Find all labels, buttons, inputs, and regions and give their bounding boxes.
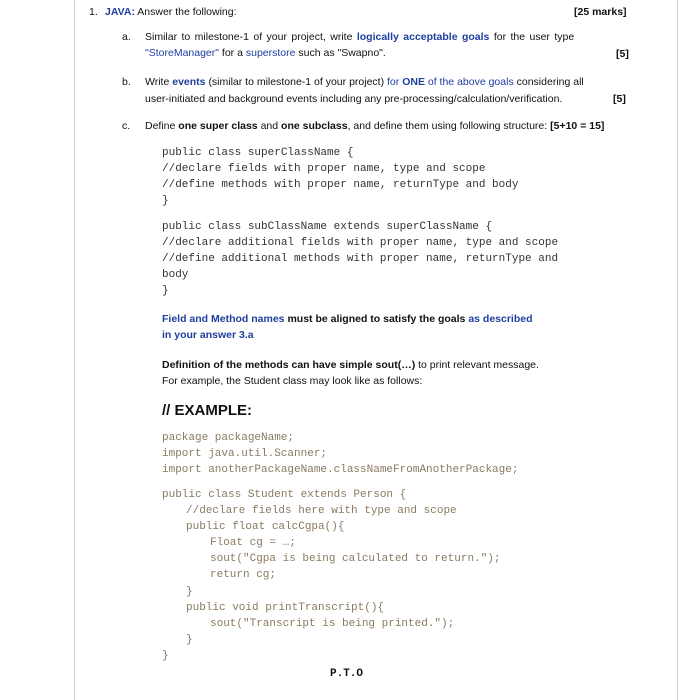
code4-line8: public void printTranscript(){ bbox=[186, 602, 385, 614]
code2-line1: public class subClassName extends superClassName { bbox=[162, 221, 493, 233]
code4-line9: sout("Transcript is being printed."); bbox=[210, 618, 455, 630]
b-for: for bbox=[387, 76, 400, 88]
example-heading: // EXAMPLE: bbox=[162, 402, 253, 419]
code4-line2: //declare fields here with type and scope bbox=[186, 505, 457, 517]
page-turn-over: P.T.O bbox=[330, 668, 364, 680]
item-a-marks: [5] bbox=[616, 48, 629, 60]
code4-line6: return cg; bbox=[210, 569, 277, 581]
question-title bbox=[105, 6, 237, 18]
code1-line4: } bbox=[162, 195, 169, 207]
code2-line3: //define additional methods with proper name, returnType and bbox=[162, 253, 559, 265]
c-text-3: , and define them using following structure: bbox=[347, 120, 548, 132]
item-b-marker: b. bbox=[122, 76, 131, 88]
item-c-line1 bbox=[145, 120, 604, 132]
a-text-2: for the user type bbox=[493, 31, 575, 43]
note2-bold: Definition of the methods can have simple sout(…) bbox=[162, 359, 416, 371]
question-marks: [25 marks] bbox=[574, 6, 627, 18]
c-marks: [5+10 = 15] bbox=[550, 120, 605, 132]
code4-line3: public float calcCgpa(){ bbox=[186, 521, 345, 533]
a-text-3: for a bbox=[221, 47, 243, 59]
b-text-1: Write bbox=[145, 76, 170, 88]
code4-line7: } bbox=[186, 586, 193, 598]
note1-described: as described bbox=[468, 313, 533, 325]
c-superclass: one super class bbox=[178, 120, 258, 132]
item-c-marker: c. bbox=[122, 120, 131, 132]
item-b-line1 bbox=[145, 76, 584, 88]
code4-line1: public class Student extends Person { bbox=[162, 489, 407, 501]
c-text-2: and bbox=[260, 120, 279, 132]
item-a-line1 bbox=[145, 31, 574, 43]
code2-line5: } bbox=[162, 285, 169, 297]
note1-line1 bbox=[162, 313, 533, 325]
page-border-right bbox=[677, 0, 678, 700]
item-a-line2 bbox=[145, 47, 386, 59]
note1-line2: in your answer 3.a bbox=[162, 329, 254, 341]
note2-line1 bbox=[162, 359, 539, 371]
b-events: events bbox=[172, 76, 206, 88]
title-label: JAVA: bbox=[105, 6, 135, 18]
item-b-marks: [5] bbox=[613, 93, 626, 105]
a-text-4: such as "Swapno". bbox=[298, 47, 386, 59]
b-one: ONE bbox=[402, 76, 425, 88]
note2-line2: For example, the Student class may look like as follows: bbox=[162, 375, 423, 387]
code3-line1: package packageName; bbox=[162, 432, 295, 444]
title-rest: Answer the following: bbox=[137, 6, 237, 18]
a-storemanager: "StoreManager" bbox=[145, 47, 219, 59]
note1-names: Field and Method names bbox=[162, 313, 285, 325]
page-border-left bbox=[74, 0, 75, 700]
item-b-line2: user-initiated and background events including any pre-processing/calculation/verification. bbox=[145, 93, 563, 105]
code3-line3: import anotherPackageName.classNameFromAnotherPackage; bbox=[162, 464, 519, 476]
code2-line4: body bbox=[162, 269, 189, 281]
b-text-2: (similar to milestone-1 of your project) bbox=[208, 76, 385, 88]
question-number: 1. bbox=[89, 6, 98, 18]
code1-line1: public class superClassName { bbox=[162, 147, 354, 159]
code4-line11: } bbox=[162, 650, 169, 662]
c-subclass: one subclass bbox=[281, 120, 348, 132]
a-text-1: Similar to milestone-1 of your project, write bbox=[145, 31, 353, 43]
item-a-marker: a. bbox=[122, 31, 131, 43]
code4-line5: sout("Cgpa is being calculated to return."); bbox=[210, 553, 501, 565]
code3-line2: import java.util.Scanner; bbox=[162, 448, 328, 460]
a-goals-highlight: logically acceptable goals bbox=[356, 31, 490, 43]
code4-line10: } bbox=[186, 634, 193, 646]
code1-line3: //define methods with proper name, returnType and body bbox=[162, 179, 519, 191]
b-text-3: considering all bbox=[516, 76, 584, 88]
b-goals: of the above goals bbox=[427, 76, 514, 88]
code4-line4: Float cg = …; bbox=[210, 537, 296, 549]
code2-line2: //declare additional fields with proper name, type and scope bbox=[162, 237, 559, 249]
code1-line2: //declare fields with proper name, type and scope bbox=[162, 163, 486, 175]
note2-text: to print relevant message. bbox=[418, 359, 539, 371]
note1-text: must be aligned to satisfy the goals bbox=[287, 313, 466, 325]
c-text-1: Define bbox=[145, 120, 176, 132]
a-superstore: superstore bbox=[245, 47, 296, 59]
